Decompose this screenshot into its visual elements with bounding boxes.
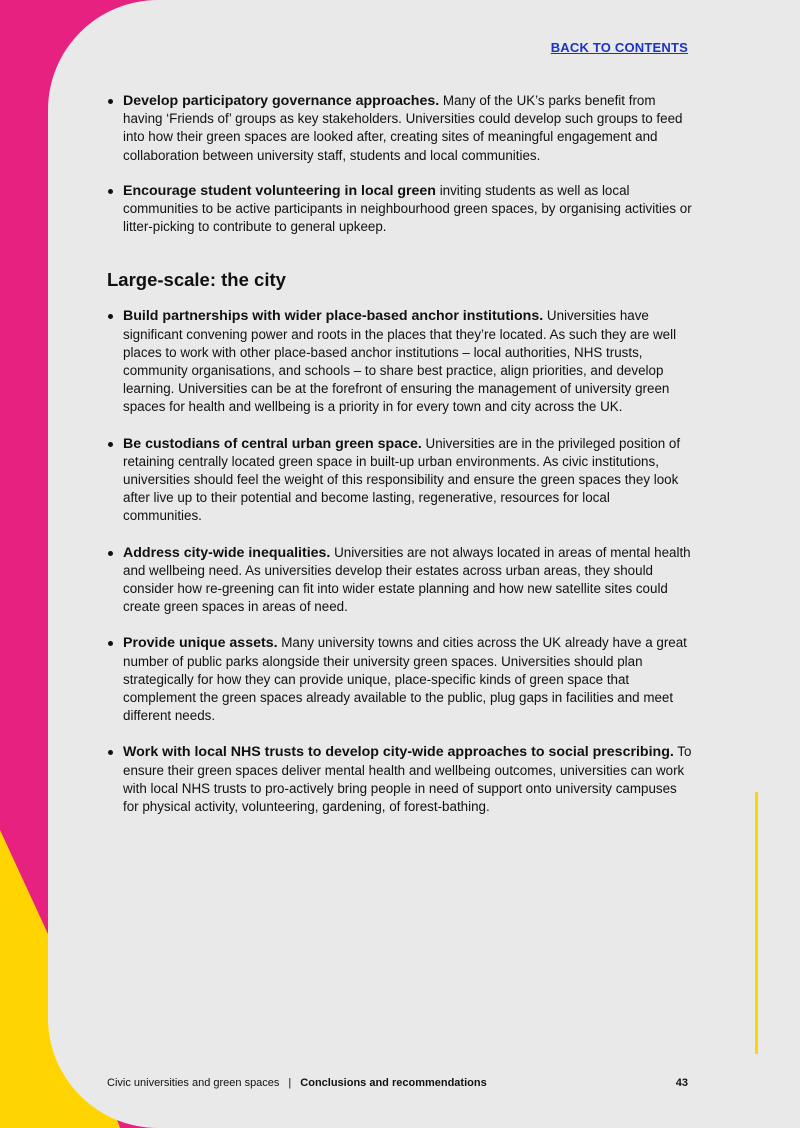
- item-text: Universities are in the privileged position of retaining centrally located green space in built-up urban environments. As civic institutions, universities should feel the weight of this responsibility and ensure the green spaces they look after live up to their potential and become lasting, regenerative, resources for local communities.: [123, 435, 681, 524]
- item-title: Provide unique assets.: [123, 635, 278, 652]
- item-text: Universities have significant convening power and roots in the places that they’re located. As such they are well places to work with other place-based anchor institutions – local authorities, NHS trusts, community organisations, and schools – to share best practice, align priorities, and develop learning. Universities can be at the forefront of ensuring the management of university green spaces for health and wellbeing is a priority in for every town and city across the UK.: [123, 308, 677, 415]
- list-item: [107, 307, 692, 416]
- item-title: Build partnerships with wider place-based anchor institutions.: [123, 308, 544, 325]
- item-title: Develop participatory governance approaches.: [123, 93, 440, 109]
- section-heading: Large-scale: the city: [107, 269, 286, 291]
- item-title: Address city-wide inequalities.: [123, 544, 331, 561]
- page-footer: [107, 1077, 688, 1089]
- item-text: Many university towns and cities across the UK already have a great number of public parks alongside their university green spaces. Universities should plan strategically for how they can provide unique, place-specific kinds of green space that complement the green spaces already available to the public, plug gaps in facilities and meet different needs.: [123, 635, 687, 724]
- bullet-list-section1: [107, 92, 692, 236]
- list-item: [107, 435, 692, 526]
- yellow-accent-line: [755, 792, 758, 1054]
- item-title: Work with local NHS trusts to develop city-wide approaches to social prescribing.: [123, 744, 674, 761]
- bullet-list-section2: [107, 307, 692, 816]
- item-text: inviting students as well as local communities to be active participants in neighbourhood green spaces, by organising activities or litter-picking to contribute to general upkeep.: [123, 182, 692, 235]
- item-title: Encourage student volunteering in local green: [123, 182, 436, 199]
- list-item: [107, 634, 692, 725]
- item-text: Universities are not always located in areas of mental health and wellbeing need. As universities develop their estates across urban areas, they should consider how re-greening can fit into wider estate planning and how new satellite sites could create green spaces in areas of need.: [123, 544, 691, 615]
- page-number: 43: [675, 1077, 688, 1089]
- item-text: To ensure their green spaces deliver mental health and wellbeing outcomes, universities can work with local NHS trusts to pro-actively bring people in need of support onto university campuses for physical activity, volunteering, gardening, of forest-bathing.: [123, 744, 692, 815]
- list-item: [107, 743, 692, 816]
- back-to-contents-link[interactable]: BACK TO CONTENTS: [550, 40, 688, 55]
- item-text: Many of the UK’s parks benefit from having ‘Friends of’ groups as key stakeholders. Universities could develop such groups to feed into how their green spaces are looked after, creating sites of meaningful engagement and collaboration between university staff, students and local communities.: [123, 93, 683, 163]
- main-content: [107, 92, 692, 816]
- footer-section-title: Conclusions and recommendations: [300, 1077, 487, 1089]
- list-item: [107, 182, 692, 237]
- footer-separator: |: [288, 1077, 292, 1089]
- footer-doc-title: Civic universities and green spaces: [107, 1077, 280, 1089]
- list-item: [107, 92, 692, 165]
- list-item: [107, 544, 692, 617]
- item-title: Be custodians of central urban green space.: [123, 435, 422, 452]
